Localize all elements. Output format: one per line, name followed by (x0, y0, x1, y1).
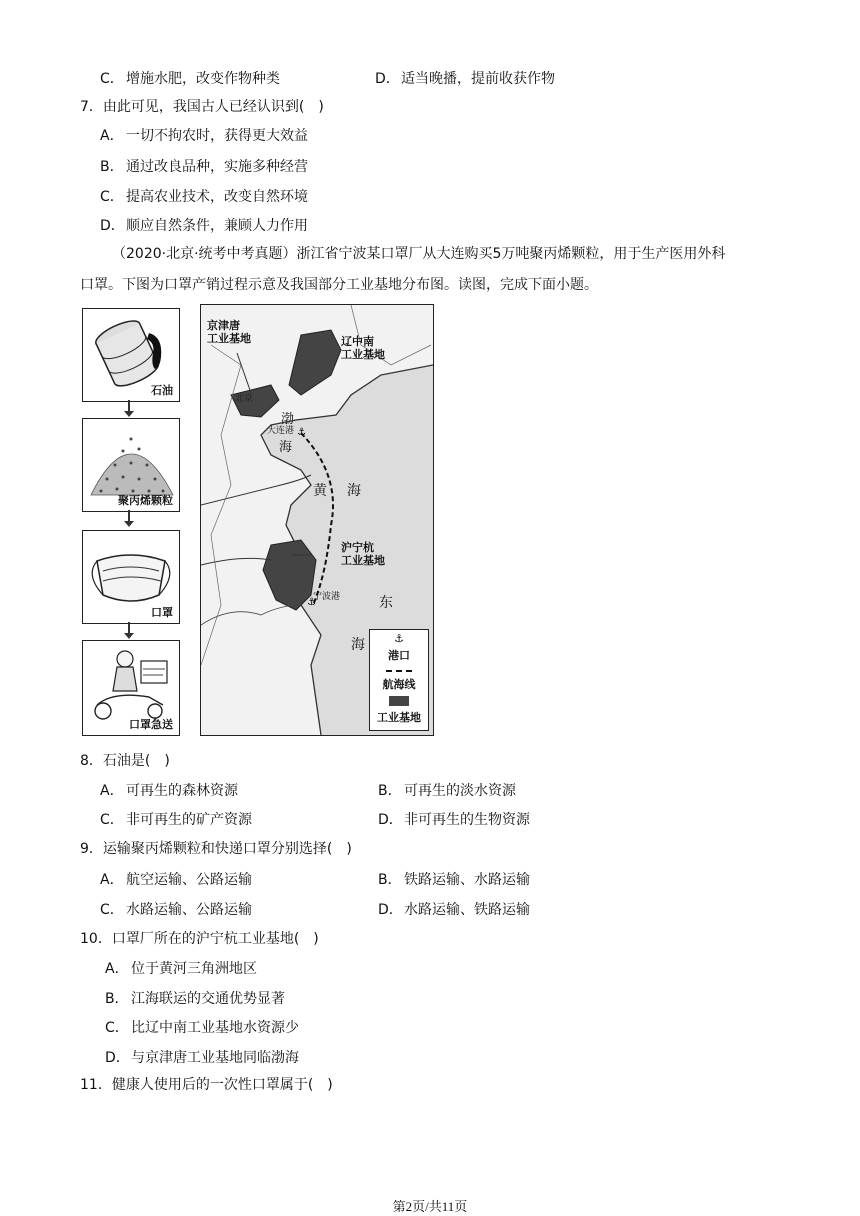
route-line-icon (386, 670, 412, 672)
dalian-port-anchor-icon: ⚓ (297, 427, 306, 438)
flow-label-pp: 聚丙烯颗粒 (118, 494, 173, 507)
flow-label-oil: 石油 (151, 384, 173, 397)
label-jjt-base: 京津唐 工业基地 (207, 319, 251, 345)
q8-option-d: D．非可再生的生物资源 (378, 812, 530, 828)
port-anchor-icon: ⚓ (394, 632, 404, 645)
page-footer: 第2页/共11页 (392, 1199, 468, 1214)
question-9-stem: 9．运输聚丙烯颗粒和快递口罩分别选择( ) (80, 841, 352, 857)
question-7-stem: 7．由此可见，我国古人已经认识到( ) (80, 99, 324, 115)
flow-step-mask (82, 530, 180, 624)
ningbo-port-anchor-icon: ⚓ (307, 597, 316, 608)
q9-option-b: B． 铁路运输、水路运输 (378, 872, 530, 888)
label-dalian-port: 大连港 (267, 426, 295, 436)
flow-step-oil (82, 308, 180, 402)
flow-label-delivery: 口罩急送 (129, 718, 173, 731)
q7-option-b: B． 通过改良品种，实施多种经营 (100, 159, 308, 175)
q9-option-a: A． 航空运输、公路运输 (100, 872, 252, 888)
question-8-stem: 8．石油是( ) (80, 753, 170, 769)
q8-option-b: B． 可再生的淡水资源 (378, 783, 516, 799)
production-flow-diagram (82, 308, 182, 736)
industrial-base-map (200, 304, 434, 736)
label-donghai-1: 东 (379, 595, 393, 611)
question-11-stem: 11．健康人使用后的一次性口罩属于( ) (80, 1077, 333, 1093)
q10-option-c: C． 比辽中南工业基地水资源少 (105, 1020, 299, 1036)
q8-option-c: C． 非可再生的矿产资源 (100, 812, 252, 828)
flow-step-delivery (82, 640, 180, 736)
q7-option-d: D．顺应自然条件，兼顾人力作用 (100, 218, 308, 234)
label-lzn-base: 辽中南 工业基地 (341, 335, 385, 361)
map-legend (369, 629, 429, 731)
label-bohai-2: 海 (279, 440, 293, 455)
q9-option-c: C． 水路运输、公路运输 (100, 902, 252, 918)
flow-arrow (128, 622, 130, 634)
label-donghai-2: 海 (351, 637, 365, 653)
flow-label-mask: 口罩 (151, 606, 173, 619)
legend-port-label: 港口 (388, 649, 410, 662)
base-swatch-icon (389, 696, 409, 706)
passage-line-2: 口罩。下图为口罩产销过程示意及我国部分工业基地分布图。读图，完成下面小题。 (80, 277, 598, 293)
label-ningbo-port: 宁波港 (313, 592, 341, 602)
label-hnh-base: 沪宁杭 工业基地 (341, 541, 385, 567)
flow-arrow (128, 400, 130, 412)
label-huanghai-2: 海 (347, 483, 361, 499)
legend-base-label: 工业基地 (377, 711, 421, 724)
passage-line-1: （2020·北京·统考中考真题）浙江省宁波某口罩厂从大连购买5万吨聚丙烯颗粒，用于生产医用外科 (112, 246, 726, 262)
legend-route-label: 航海线 (382, 678, 416, 691)
q7-option-a: A． 一切不拘农时，获得更大效益 (100, 128, 308, 144)
q8-option-a: A． 可再生的森林资源 (100, 783, 238, 799)
flow-arrow (128, 510, 130, 522)
q10-option-a: A． 位于黄河三角洲地区 (105, 961, 257, 977)
q10-option-b: B． 江海联运的交通优势显著 (105, 991, 285, 1007)
label-bohai-1: 渤 (281, 412, 295, 427)
label-huanghai-1: 黄 (313, 483, 327, 499)
q6-option-d: D．适当晚播，提前收获作物 (375, 71, 555, 87)
q6-option-c: C． 增施水肥，改变作物种类 (100, 71, 280, 87)
q10-option-d: D．与京津唐工业基地同临渤海 (105, 1050, 299, 1066)
lzn-base-shape (289, 330, 341, 395)
question-10-stem: 10．口罩厂所在的沪宁杭工业基地( ) (80, 931, 319, 947)
q9-option-d: D．水路运输、铁路运输 (378, 902, 530, 918)
label-beijing: 北京 (235, 394, 254, 404)
q7-option-c: C． 提高农业技术，改变自然环境 (100, 189, 308, 205)
flow-step-pp (82, 418, 180, 512)
